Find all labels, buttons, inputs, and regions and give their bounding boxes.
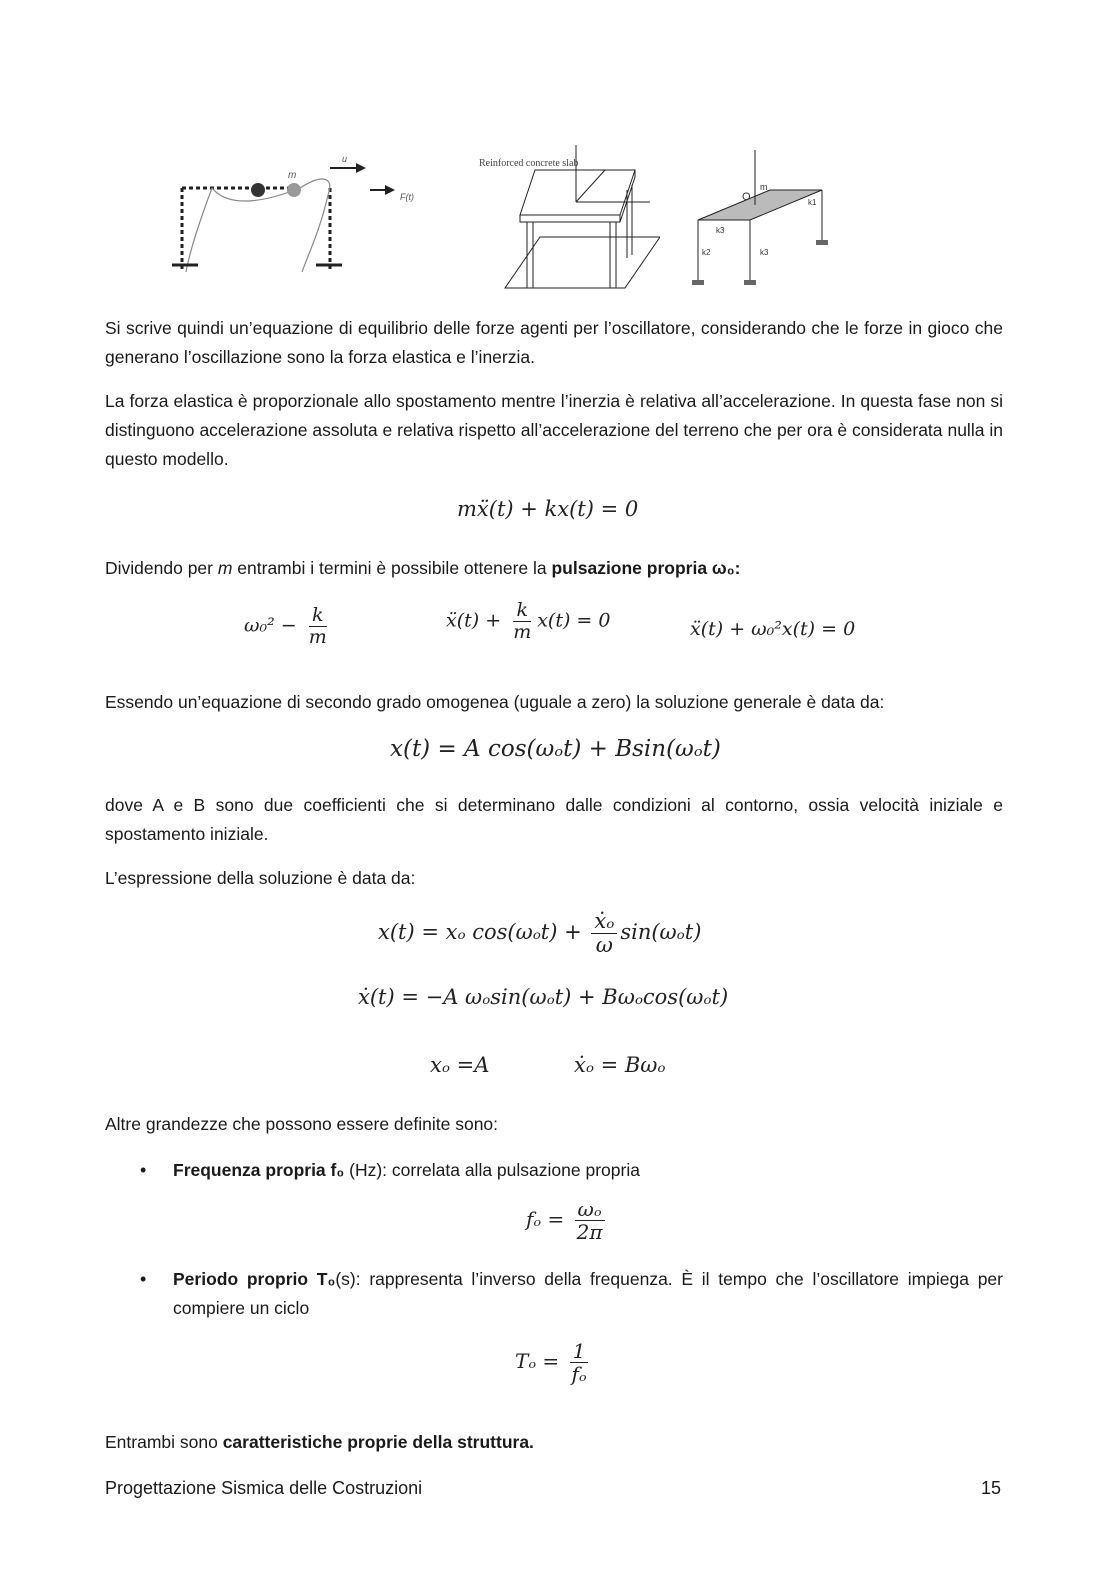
text: Entrambi sono [105,1432,223,1452]
displacement-label: u [342,154,348,164]
eq-part: ω₀² − [244,614,303,637]
denominator: m [513,620,532,643]
equation-normalized [446,600,610,643]
bullet-period-text [173,1265,1003,1323]
center-label: O [742,191,751,203]
eq-part: fₒ = [526,1207,571,1231]
denominator: ω [595,933,613,958]
numerator: k [513,600,531,622]
equation-v0: ẋₒ = Bωₒ [574,1053,666,1077]
eq-part: sin(ωₒt) [620,920,702,945]
equation-motion: mẍ(t) + kx(t) = 0 [457,497,639,521]
equation-period [515,1340,593,1385]
paragraph-coefficients: dove A e B sono due coefficienti che si determinano dalle condizioni al contorno, ossia velocità iniziale e spostamento iniziale. [105,795,1003,844]
bold-term: caratteristiche proprie della struttura. [222,1432,534,1452]
numerator: ẋₒ [591,910,617,934]
mass-label: m [760,182,768,192]
spring-model-figure [680,145,830,290]
k4-label: k3 [760,248,769,257]
text: (Hz): correlata alla pulsazione propria [344,1160,640,1180]
equation-solution [378,910,701,957]
equation-frequency [526,1198,608,1243]
paragraph-other-quantities: Altre grandezze che possono essere definite sono: [105,1114,499,1134]
k1-label: k1 [808,198,817,207]
text: Dividendo per [105,558,218,578]
eq-part: Tₒ = [515,1349,566,1373]
slab-structure-figure [475,140,660,295]
denominator: m [308,625,327,648]
eq-part: x(t) = 0 [537,609,611,632]
force-label: F(t) [400,192,414,202]
denominator: 2π [576,1220,603,1244]
numerator: k [309,605,327,627]
mass-label: m [288,170,297,181]
bullet-frequency: • Frequenza propria f₀ (Hz): correlata alla pulsazione propria [140,1160,640,1180]
page-number: 15 [981,1478,1002,1498]
paragraph-solution: Essendo un’equazione di secondo grado omogenea (uguale a zero) la soluzione generale è data da: [105,692,885,712]
text: (s): rappresenta l’inverso della frequenza. È il tempo che l’oscillatore impiega per compiere un ciclo [173,1269,1003,1318]
equation-general-solution: x(t) = A cos(ωₒt) + Bsin(ωₒt) [390,736,721,762]
slab-label: Reinforced concrete slab [479,158,579,169]
eq-part: ẍ(t) + [446,609,508,632]
equation-velocity: ẋ(t) = −A ωₒsin(ωₒt) + Bωₒcos(ωₒt) [358,985,729,1009]
k3-label: k3 [716,226,725,235]
numerator: 1 [570,1340,589,1363]
text-m: m [217,558,233,578]
k2-label: k2 [702,248,711,257]
text: entrambi i termini è possibile ottenere la [232,558,552,578]
paragraph-equilibrium: Si scrive quindi un’equazione di equilibrio delle forze agenti per l’oscillatore, considerando che le forze in gioco che generano l’oscillazione sono la forza elastica e l’inerzia. [105,318,1003,367]
equation-omega-form: ẍ(t) + ω₀²x(t) = 0 [690,618,856,640]
bold-term: pulsazione propria ω₀: [551,558,741,578]
numerator: ωₒ [575,1198,605,1221]
footer-title: Progettazione Sismica delle Costruzioni [105,1478,423,1498]
equation-omega [244,605,333,648]
frame-oscillator-figure [170,150,440,280]
bold-term: Periodo proprio T₀ [173,1269,336,1289]
paragraph-conclusion [105,1428,1003,1457]
paragraph-forces: La forza elastica è proporzionale allo spostamento mentre l’inerzia è relativa all’accelerazione. In questa fase non si distinguono accelerazione assoluta e relativa rispetto all’accelerazione del terreno che per ora è considerata nulla in questo modello. [105,391,1003,469]
denominator: fₒ [571,1362,587,1386]
paragraph-expression: L’espressione della soluzione è data da: [105,868,416,888]
equation-x0: xₒ =A [430,1053,490,1077]
bullet-period: • [140,1269,147,1289]
eq-part: x(t) = xₒ cos(ωₒt) + [378,920,589,945]
bold-term: Frequenza propria f₀ [173,1160,345,1180]
paragraph-pulsation [105,554,1003,583]
